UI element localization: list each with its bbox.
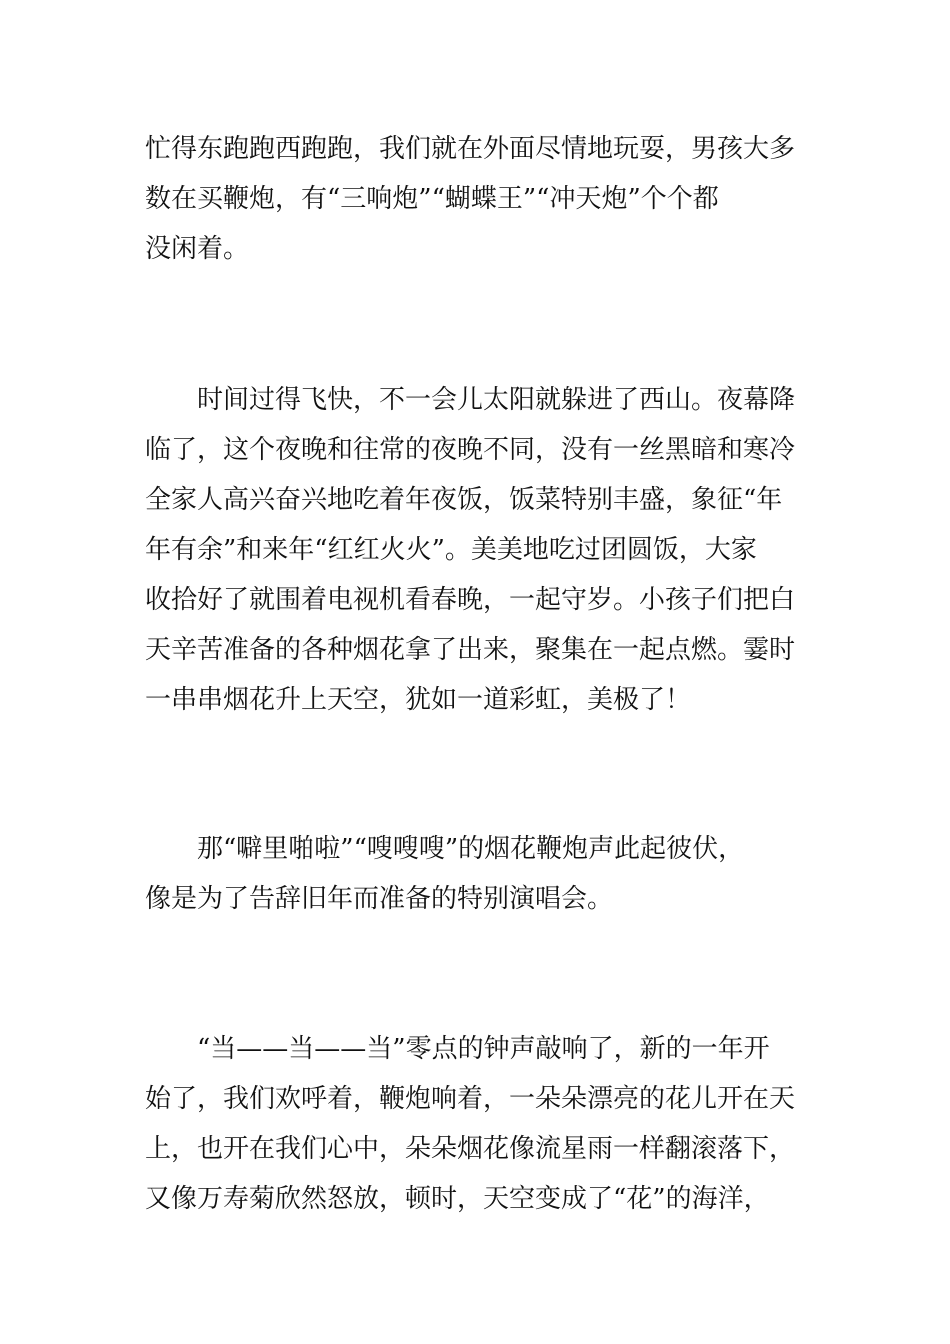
text-line: 天辛苦准备的各种烟花拿了出来，聚集在一起点燃。霎时 xyxy=(145,635,796,665)
text-line: 没闲着。 xyxy=(145,234,250,264)
text-line: 年有余”和来年“红红火火”。美美地吃过团圆饭，大家 xyxy=(145,535,757,565)
text-line: 忙得东跑跑西跑跑，我们就在外面尽情地玩耍，男孩大多 xyxy=(145,134,796,164)
text-line: 时间过得飞快，不一会儿太阳就躲进了西山。夜幕降 xyxy=(197,385,796,415)
text-line: 收拾好了就围着电视机看春晚，一起守岁。小孩子们把白 xyxy=(145,585,796,615)
text-line: 像是为了告辞旧年而准备的特别演唱会。 xyxy=(145,884,614,914)
text-line: 数在买鞭炮，有“三响炮”“蝴蝶王”“冲天炮”个个都 xyxy=(145,184,719,214)
text-line: 临了，这个夜晚和往常的夜晚不同，没有一丝黑暗和寒冷 xyxy=(145,435,796,465)
text-line: 那“噼里啪啦”“嗖嗖嗖”的烟花鞭炮声此起彼伏， xyxy=(197,834,745,864)
text-line: “当——当——当”零点的钟声敲响了，新的一年开 xyxy=(197,1034,770,1064)
text-line: 全家人高兴奋兴地吃着年夜饭，饭菜特别丰盛，象征“年 xyxy=(145,485,783,515)
text-line: 一串串烟花升上天空，犹如一道彩虹，美极了！ xyxy=(145,685,692,715)
text-line: 又像万寿菊欣然怒放，顿时，天空变成了“花”的海洋， xyxy=(145,1184,770,1214)
text-line: 始了，我们欢呼着，鞭炮响着，一朵朵漂亮的花儿开在天 xyxy=(145,1084,796,1114)
text-line: 上，也开在我们心中，朵朵烟花像流星雨一样翻滚落下， xyxy=(145,1134,796,1164)
